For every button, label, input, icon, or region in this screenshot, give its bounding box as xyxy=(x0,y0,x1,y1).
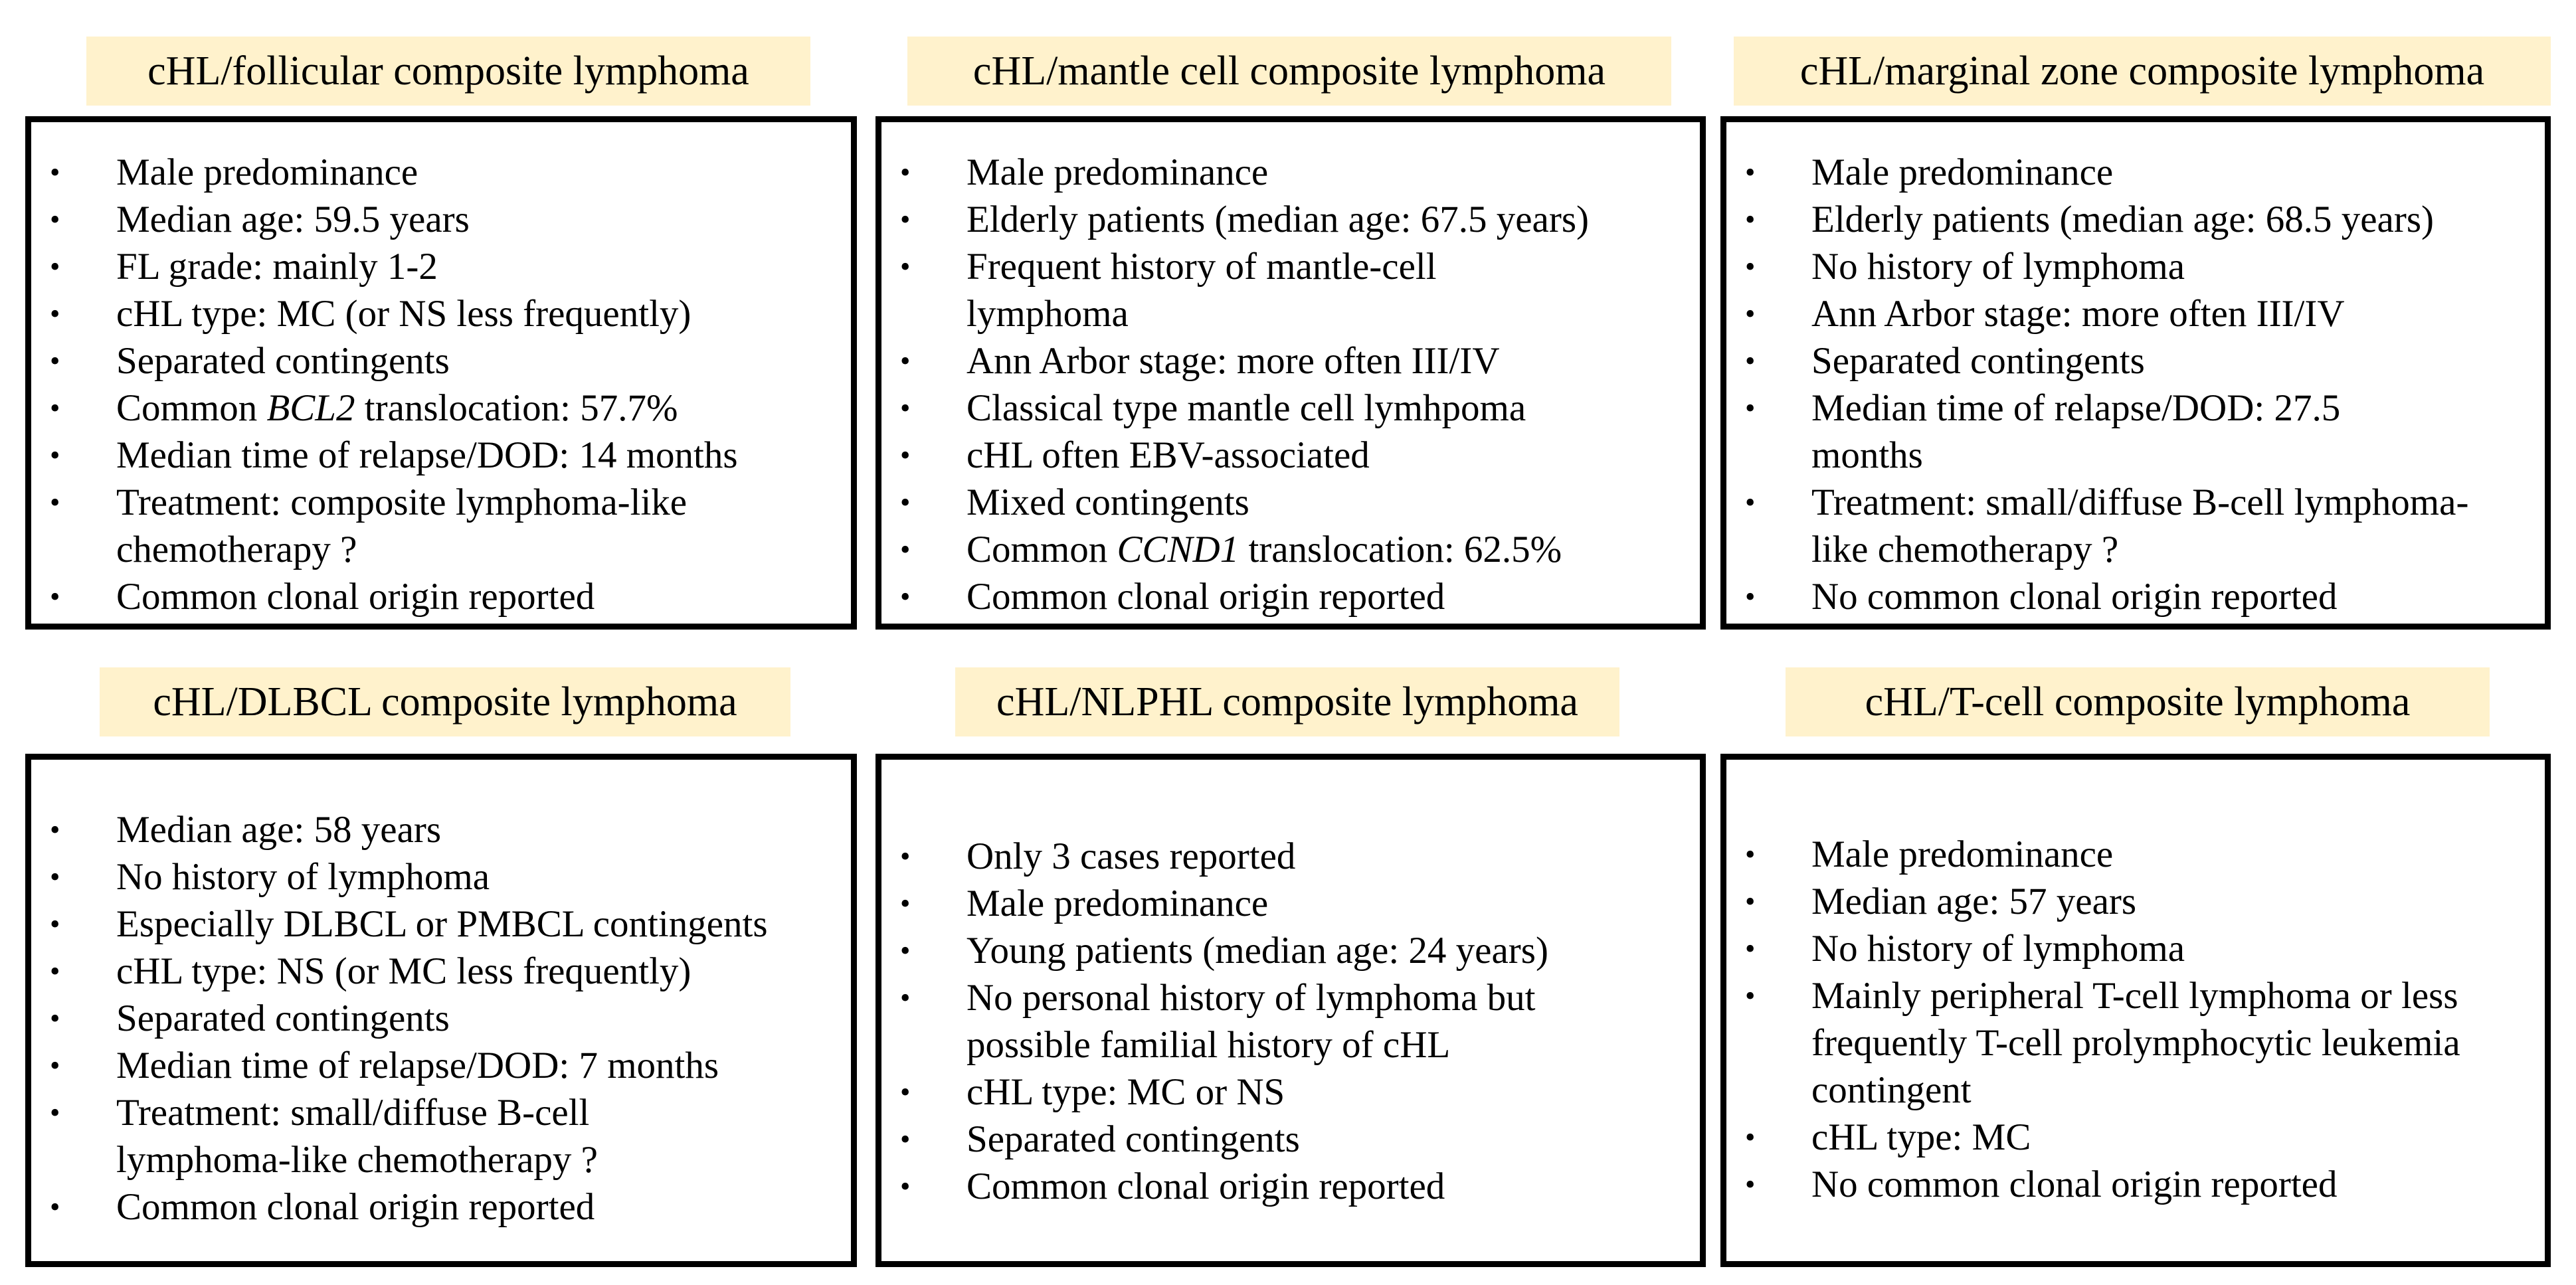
bullet-icon: • xyxy=(1745,250,1756,283)
list-item: • FL grade: mainly 1-2 xyxy=(31,243,851,290)
list-item: • Separated contingents xyxy=(31,995,851,1042)
list-item: • Classical type mantle cell lymhpoma xyxy=(881,385,1700,432)
list-item: • Common BCL2 translocation: 57.7% xyxy=(31,385,851,432)
list-item: • Common clonal origin reported xyxy=(881,573,1700,620)
list-item: • Treatment: small/diffuse B-cell lymphoma-like chemotherapy ? xyxy=(31,1089,851,1183)
bullet-list xyxy=(881,149,1700,620)
list-item: • No personal history of lymphoma but possible familial history of cHL xyxy=(881,974,1700,1069)
list-item: • Treatment: composite lymphoma-like chemotherapy ? xyxy=(31,479,851,573)
list-item: • No history of lymphoma xyxy=(31,853,851,900)
panel-title: cHL/NLPHL composite lymphoma xyxy=(955,667,1619,736)
bullet-list xyxy=(1726,831,2545,1208)
panel-box xyxy=(1720,116,2551,630)
gene-name: BCL2 xyxy=(266,387,355,429)
bullet-icon: • xyxy=(50,955,60,987)
list-item: • Frequent history of mantle-cell lymphoma xyxy=(881,243,1700,337)
list-item: • Common CCND1 translocation: 62.5% xyxy=(881,526,1700,573)
list-item: • Ann Arbor stage: more often III/IV xyxy=(881,337,1700,385)
bullet-list xyxy=(881,833,1700,1210)
panel-box xyxy=(875,116,1706,630)
bullet-icon: • xyxy=(50,1191,60,1223)
bullet-icon: • xyxy=(900,392,911,424)
bullet-icon: • xyxy=(50,1002,60,1035)
bullet-icon: • xyxy=(900,345,911,377)
bullet-icon: • xyxy=(50,392,60,424)
bullet-icon: • xyxy=(1745,156,1756,189)
bullet-icon: • xyxy=(50,1096,60,1129)
bullet-icon: • xyxy=(50,345,60,377)
list-item: • Male predominance xyxy=(1726,831,2545,878)
bullet-icon: • xyxy=(1745,885,1756,918)
list-item: • Median age: 58 years xyxy=(31,806,851,853)
list-item: • Only 3 cases reported xyxy=(881,833,1700,880)
bullet-icon: • xyxy=(50,908,60,940)
panel-title: cHL/follicular composite lymphoma xyxy=(86,37,810,106)
list-item: • cHL often EBV-associated xyxy=(881,432,1700,479)
list-item: • Median age: 59.5 years xyxy=(31,196,851,243)
gene-name: CCND1 xyxy=(1117,529,1240,570)
bullet-icon: • xyxy=(50,1049,60,1082)
bullet-list xyxy=(31,806,851,1231)
bullet-icon: • xyxy=(900,156,911,189)
panel-box xyxy=(1720,754,2551,1267)
bullet-icon: • xyxy=(1745,1168,1756,1201)
list-item: • cHL type: MC or NS xyxy=(881,1069,1700,1116)
bullet-icon: • xyxy=(1745,345,1756,377)
list-item: • Median time of relapse/DOD: 27.5 months xyxy=(1726,385,2545,479)
panel-title: cHL/T-cell composite lymphoma xyxy=(1786,667,2490,736)
list-item: • Median time of relapse/DOD: 7 months xyxy=(31,1042,851,1089)
bullet-icon: • xyxy=(50,203,60,236)
list-item: • Common clonal origin reported xyxy=(31,1183,851,1231)
bullet-icon: • xyxy=(1745,298,1756,330)
list-item: • Especially DLBCL or PMBCL contingents xyxy=(31,900,851,948)
bullet-icon: • xyxy=(50,861,60,893)
list-item: • Separated contingents xyxy=(881,1116,1700,1163)
list-item: • No common clonal origin reported xyxy=(1726,573,2545,620)
list-item: • cHL type: MC (or NS less frequently) xyxy=(31,290,851,337)
bullet-icon: • xyxy=(900,250,911,283)
bullet-icon: • xyxy=(900,1170,911,1203)
list-item: • Elderly patients (median age: 68.5 years) xyxy=(1726,196,2545,243)
bullet-icon: • xyxy=(900,934,911,967)
bullet-icon: • xyxy=(900,840,911,873)
bullet-icon: • xyxy=(1745,1121,1756,1154)
panel-title: cHL/DLBCL composite lymphoma xyxy=(100,667,790,736)
list-item: • Separated contingents xyxy=(31,337,851,385)
bullet-icon: • xyxy=(1745,392,1756,424)
panel-title: cHL/mantle cell composite lymphoma xyxy=(907,37,1671,106)
list-item: • Male predominance xyxy=(31,149,851,196)
bullet-icon: • xyxy=(1745,838,1756,871)
list-item: • Male predominance xyxy=(881,149,1700,196)
bullet-icon: • xyxy=(1745,486,1756,519)
bullet-icon: • xyxy=(900,580,911,613)
bullet-icon: • xyxy=(1745,932,1756,965)
bullet-icon: • xyxy=(50,250,60,283)
bullet-list xyxy=(31,149,851,620)
bullet-icon: • xyxy=(900,1123,911,1156)
bullet-icon: • xyxy=(50,439,60,471)
bullet-icon: • xyxy=(1745,203,1756,236)
list-item: • Median time of relapse/DOD: 14 months xyxy=(31,432,851,479)
list-item: • No history of lymphoma xyxy=(1726,243,2545,290)
list-item: • Young patients (median age: 24 years) xyxy=(881,927,1700,974)
bullet-icon: • xyxy=(900,1076,911,1108)
panel-box xyxy=(25,116,857,630)
bullet-icon: • xyxy=(900,887,911,920)
bullet-icon: • xyxy=(50,814,60,846)
bullet-icon: • xyxy=(1745,580,1756,613)
bullet-icon: • xyxy=(900,203,911,236)
panel-title: cHL/marginal zone composite lymphoma xyxy=(1734,37,2551,106)
list-item: • cHL type: MC xyxy=(1726,1114,2545,1161)
bullet-icon: • xyxy=(900,533,911,566)
list-item: • Treatment: small/diffuse B-cell lymphoma-like chemotherapy ? xyxy=(1726,479,2545,573)
bullet-icon: • xyxy=(1745,980,1756,1012)
bullet-list xyxy=(1726,149,2545,620)
bullet-icon: • xyxy=(50,486,60,519)
bullet-icon: • xyxy=(900,486,911,519)
list-item: • No history of lymphoma xyxy=(1726,925,2545,972)
list-item: • Mixed contingents xyxy=(881,479,1700,526)
list-item: • Separated contingents xyxy=(1726,337,2545,385)
list-item: • Mainly peripheral T-cell lymphoma or less frequently T-cell prolymphocytic leukemia contingent xyxy=(1726,972,2545,1114)
list-item: • Common clonal origin reported xyxy=(881,1163,1700,1210)
bullet-icon: • xyxy=(50,156,60,189)
bullet-icon: • xyxy=(900,439,911,471)
bullet-icon: • xyxy=(900,982,911,1014)
list-item: • cHL type: NS (or MC less frequently) xyxy=(31,948,851,995)
list-item: • Common clonal origin reported xyxy=(31,573,851,620)
list-item: • Elderly patients (median age: 67.5 years) xyxy=(881,196,1700,243)
list-item: • Median age: 57 years xyxy=(1726,878,2545,925)
list-item: • Male predominance xyxy=(1726,149,2545,196)
list-item: • Male predominance xyxy=(881,880,1700,927)
list-item: • No common clonal origin reported xyxy=(1726,1161,2545,1208)
panel-box xyxy=(875,754,1706,1267)
bullet-icon: • xyxy=(50,298,60,330)
list-item: • Ann Arbor stage: more often III/IV xyxy=(1726,290,2545,337)
panel-box xyxy=(25,754,857,1267)
bullet-icon: • xyxy=(50,580,60,613)
